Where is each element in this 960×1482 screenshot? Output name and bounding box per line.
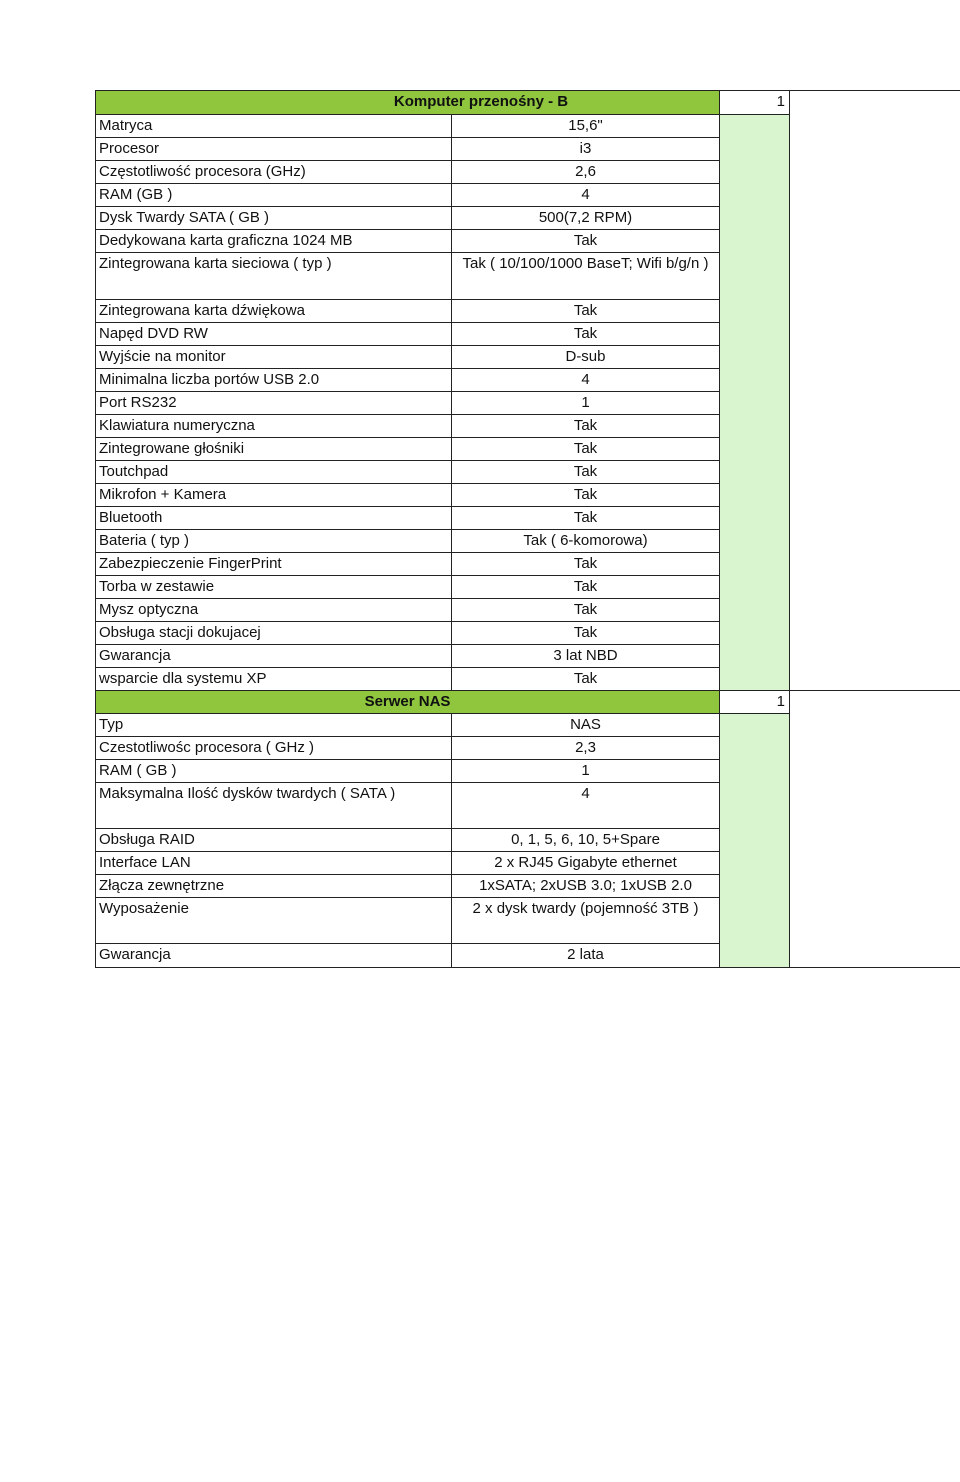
section-header-row: [96, 91, 960, 115]
spec-value: Tak: [452, 438, 720, 461]
section-title: Serwer NAS: [96, 691, 720, 714]
spec-table: [95, 90, 960, 968]
spec-value: 1: [452, 392, 720, 415]
spec-label: Minimalna liczba portów USB 2.0: [96, 369, 452, 392]
spec-label: Zintegrowana karta dźwiękowa: [96, 300, 452, 323]
spec-value: Tak ( 10/100/1000 BaseT; Wifi b/g/n ): [452, 253, 720, 300]
spec-label: wsparcie dla systemu XP: [96, 668, 452, 691]
spec-value: Tak: [452, 553, 720, 576]
spec-value: Tak: [452, 668, 720, 691]
spec-value: Tak ( 6-komorowa): [452, 530, 720, 553]
spec-label: Gwarancja: [96, 944, 452, 968]
spec-label: RAM (GB ): [96, 184, 452, 207]
spec-label: RAM ( GB ): [96, 760, 452, 783]
spec-label: Interface LAN: [96, 852, 452, 875]
spec-value: 4: [452, 369, 720, 392]
spec-label: Gwarancja: [96, 645, 452, 668]
spec-label: Typ: [96, 714, 452, 737]
spec-value: Tak: [452, 461, 720, 484]
spec-label: Bluetooth: [96, 507, 452, 530]
spec-label: Zintegrowana karta sieciowa ( typ ): [96, 253, 452, 300]
spec-value: 2 lata: [452, 944, 720, 968]
spec-value: 2,6: [452, 161, 720, 184]
spec-value: 1: [452, 760, 720, 783]
spec-label: Zintegrowane głośniki: [96, 438, 452, 461]
spec-value: Tak: [452, 323, 720, 346]
spec-label: Mysz optyczna: [96, 599, 452, 622]
spec-value: Tak: [452, 599, 720, 622]
spec-value: 1xSATA; 2xUSB 3.0; 1xUSB 2.0: [452, 875, 720, 898]
spec-value: 2 x RJ45 Gigabyte ethernet: [452, 852, 720, 875]
section-quantity: 1: [720, 91, 790, 115]
spec-value: 500(7,2 RPM): [452, 207, 720, 230]
spec-label: Obsługa stacji dokujacej: [96, 622, 452, 645]
spec-label: Dysk Twardy SATA ( GB ): [96, 207, 452, 230]
spec-label: Matryca: [96, 115, 452, 138]
spec-label: Maksymalna Ilość dysków twardych ( SATA ): [96, 783, 452, 829]
spec-label: Procesor: [96, 138, 452, 161]
spec-value: i3: [452, 138, 720, 161]
spec-label: Obsługa RAID: [96, 829, 452, 852]
spec-label: Port RS232: [96, 392, 452, 415]
notes-cell: [790, 91, 960, 691]
spec-table-body: [96, 91, 960, 968]
notes-cell: [790, 691, 960, 968]
green-column-cell: [720, 115, 790, 691]
spec-label: Częstotliwość procesora (GHz): [96, 161, 452, 184]
spec-value: Tak: [452, 507, 720, 530]
section-header-row: [96, 691, 960, 714]
spec-value: 4: [452, 184, 720, 207]
spec-value: Tak: [452, 300, 720, 323]
spec-label: Złącza zewnętrzne: [96, 875, 452, 898]
spec-value: Tak: [452, 576, 720, 599]
spec-label: Wyjście na monitor: [96, 346, 452, 369]
spec-label: Toutchpad: [96, 461, 452, 484]
spec-value: 0, 1, 5, 6, 10, 5+Spare: [452, 829, 720, 852]
section-title: Komputer przenośny - B: [96, 91, 720, 115]
spec-value: 15,6": [452, 115, 720, 138]
spec-value: Tak: [452, 230, 720, 253]
spec-value: 4: [452, 783, 720, 829]
section-quantity: 1: [720, 691, 790, 714]
spec-label: Napęd DVD RW: [96, 323, 452, 346]
spec-label: Czestotliwośc procesora ( GHz ): [96, 737, 452, 760]
spec-value: 2,3: [452, 737, 720, 760]
spec-value: Tak: [452, 622, 720, 645]
spec-value: 3 lat NBD: [452, 645, 720, 668]
spec-value: 2 x dysk twardy (pojemność 3TB ): [452, 898, 720, 944]
spec-label: Wyposażenie: [96, 898, 452, 944]
spec-label: Dedykowana karta graficzna 1024 MB: [96, 230, 452, 253]
spec-value: NAS: [452, 714, 720, 737]
spec-value: Tak: [452, 415, 720, 438]
spec-value: Tak: [452, 484, 720, 507]
green-column-cell: [720, 714, 790, 968]
spec-value: D-sub: [452, 346, 720, 369]
spec-label: Bateria ( typ ): [96, 530, 452, 553]
spec-label: Klawiatura numeryczna: [96, 415, 452, 438]
spec-label: Mikrofon + Kamera: [96, 484, 452, 507]
spec-label: Zabezpieczenie FingerPrint: [96, 553, 452, 576]
spec-label: Torba w zestawie: [96, 576, 452, 599]
